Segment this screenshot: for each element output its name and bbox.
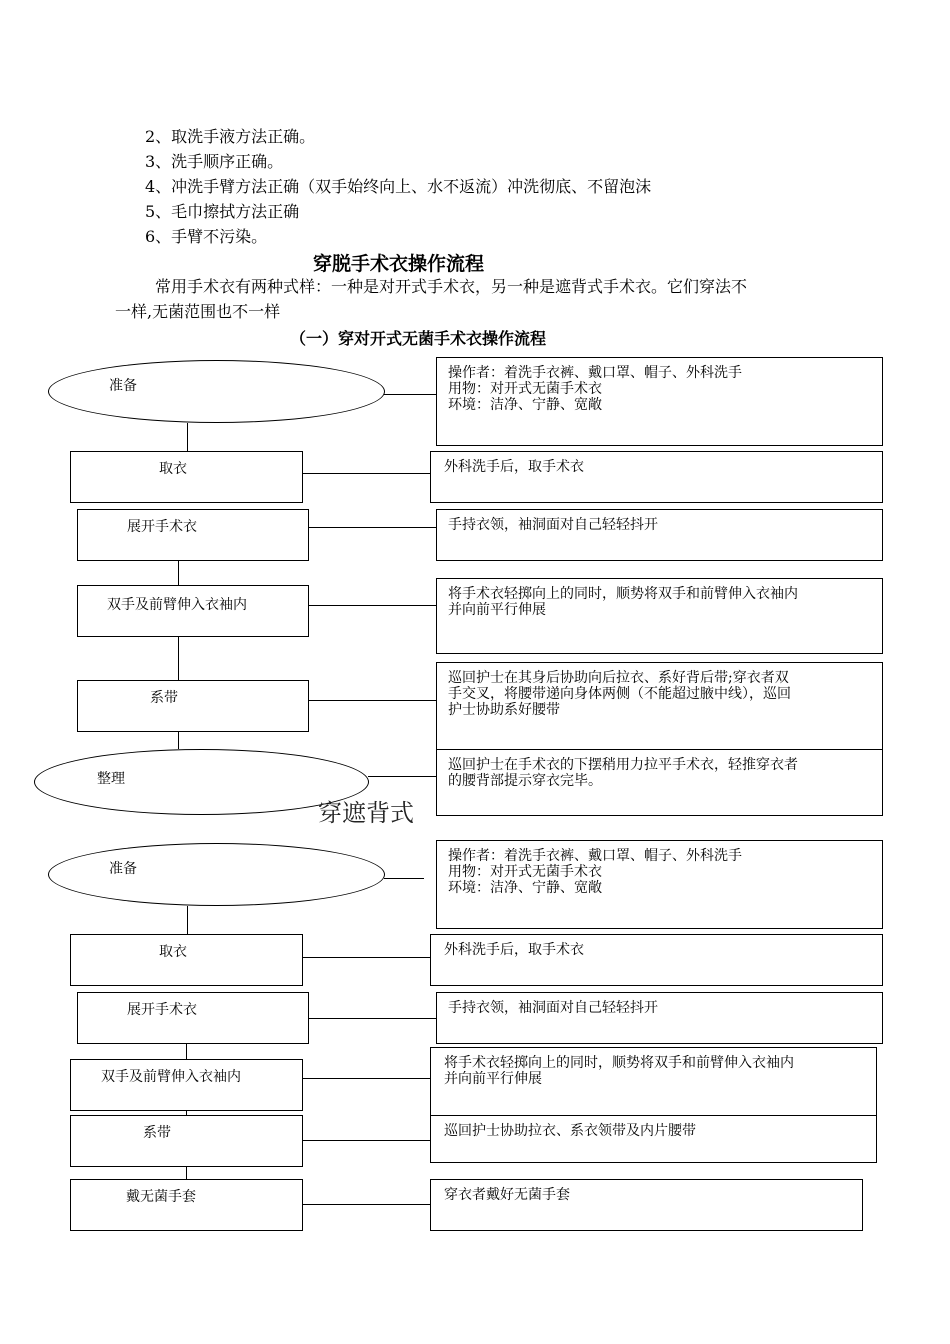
detail-tie-belt: 巡回护士协助拉衣、系衣领带及内片腰带 <box>430 1115 877 1163</box>
section-title: （一）穿对开式无菌手术衣操作流程 <box>290 329 547 348</box>
detail-take-gown: 外科洗手后，取手术衣 <box>430 934 883 986</box>
step-tie-belt: 系带 <box>70 1115 303 1167</box>
step-finish: 整理 <box>34 749 369 815</box>
detail-unfold-gown: 手持衣领，袖洞面对自己轻轻抖开 <box>436 992 883 1044</box>
criteria-item: 2、取洗手液方法正确。 <box>145 127 316 146</box>
step-prepare: 准备 <box>48 360 385 423</box>
criteria-item: 4、冲洗手臂方法正确（双手始终向上、水不返流）冲洗彻底、不留泡沫 <box>145 177 652 196</box>
detail-unfold-gown: 手持衣领，袖洞面对自己轻轻抖开 <box>436 509 883 561</box>
detail-take-gown: 外科洗手后，取手术衣 <box>430 451 883 503</box>
step-prepare: 准备 <box>48 843 385 906</box>
step-unfold-gown: 展开手术衣 <box>77 509 309 561</box>
detail-prepare: 操作者：着洗手衣裤、戴口罩、帽子、外科洗手 用物：对开式无菌手术衣 环境：洁净、宁静、宽敞 <box>436 357 883 446</box>
criteria-item: 5、毛巾擦拭方法正确 <box>145 202 300 221</box>
page-title: 穿脱手术衣操作流程 <box>313 253 485 275</box>
step-tie-belt: 系带 <box>77 680 309 732</box>
criteria-item: 3、洗手顺序正确。 <box>145 152 284 171</box>
detail-insert-arms: 将手术衣轻掷向上的同时，顺势将双手和前臂伸入衣袖内 并向前平行伸展 <box>436 578 883 654</box>
step-unfold-gown: 展开手术衣 <box>77 992 309 1044</box>
intro-line: 一样,无菌范围也不一样 <box>115 302 281 321</box>
intro-line: 常用手术衣有两种式样：一种是对开式手术衣，另一种是遮背式手术衣。它们穿法不 <box>155 277 748 296</box>
criteria-item: 6、手臂不污染。 <box>145 227 268 246</box>
step-insert-arms: 双手及前臂伸入衣袖内 <box>70 1059 303 1111</box>
detail-prepare: 操作者：着洗手衣裤、戴口罩、帽子、外科洗手 用物：对开式无菌手术衣 环境：洁净、宁静、宽敞 <box>436 840 883 929</box>
detail-insert-arms: 将手术衣轻掷向上的同时，顺势将双手和前臂伸入衣袖内 并向前平行伸展 <box>430 1047 877 1117</box>
detail-tie-belt: 巡回护士在其身后协助向后拉衣、系好背后带;穿衣者双 手交叉，将腰带递向身体两侧（不能超过腋中线），巡回 护士协助系好腰带 <box>436 662 883 750</box>
step-insert-arms: 双手及前臂伸入衣袖内 <box>77 585 309 637</box>
detail-finish: 巡回护士在手术衣的下摆稍用力拉平手术衣，轻推穿衣者 的腰背部提示穿衣完毕。 <box>436 749 883 816</box>
step-take-gown: 取衣 <box>70 451 303 503</box>
step-wear-gloves: 戴无菌手套 <box>70 1179 303 1231</box>
section-title-partial: 穿遮背式 <box>318 799 414 827</box>
detail-wear-gloves: 穿衣者戴好无菌手套 <box>430 1179 863 1231</box>
step-take-gown: 取衣 <box>70 934 303 986</box>
